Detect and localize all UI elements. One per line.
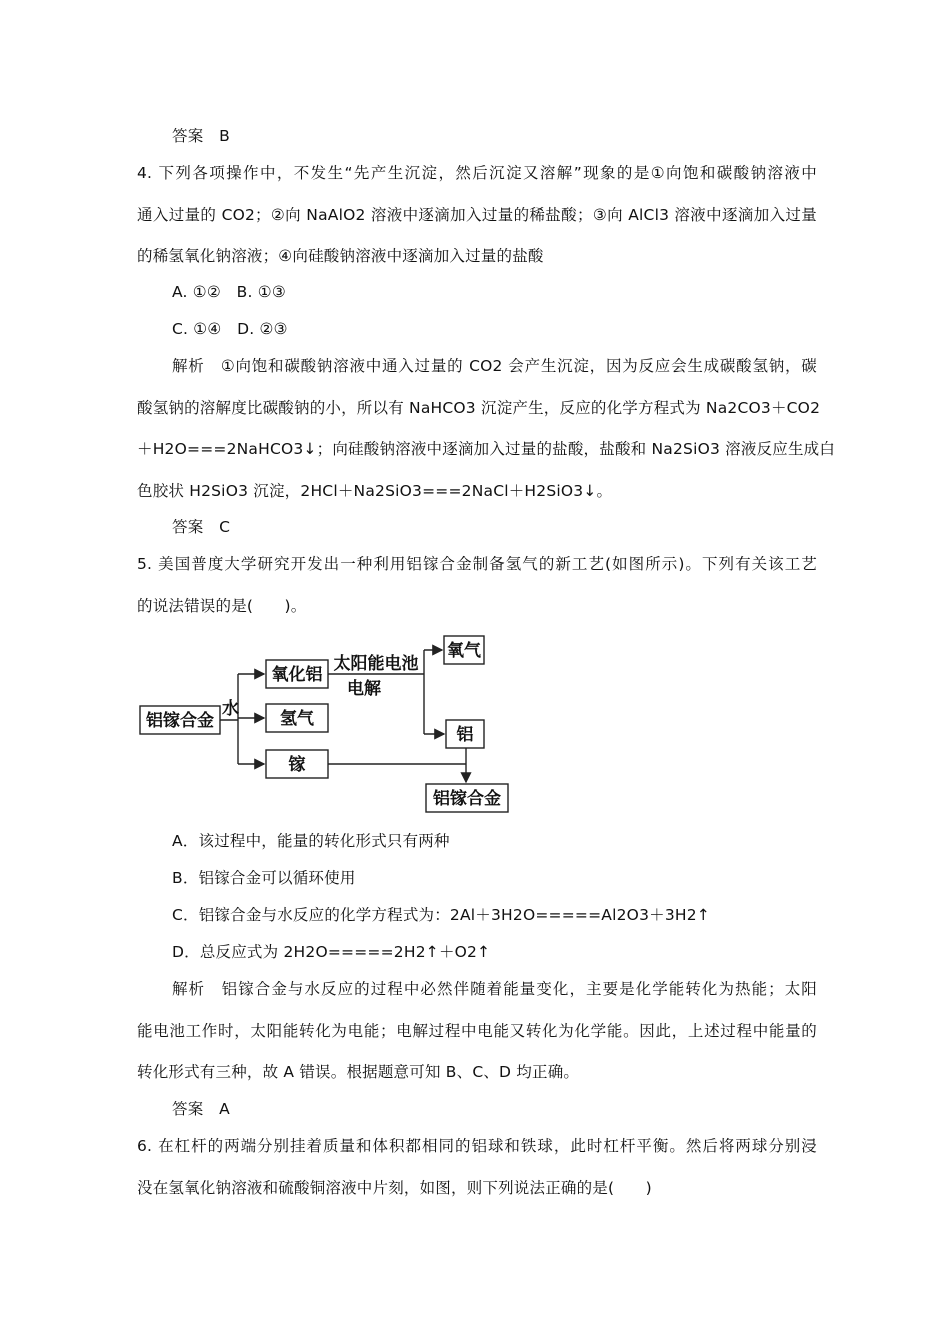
option-line: D．总反应式为 2H2O=====2H2↑＋O2↑ [172, 943, 491, 961]
label-water: 水 [222, 699, 239, 719]
label-alloy-input: 铝镓合金 [146, 711, 214, 731]
label-solar-cell: 太阳能电池 [333, 654, 419, 674]
question-text-line: 没在氢氧化钠溶液和硫酸铜溶液中片刻，如图，则下列说法正确的是( ) [137, 1179, 652, 1197]
label-alumina: 氧化铝 [271, 665, 323, 685]
option-line: C. ①④ D. ②③ [172, 320, 288, 338]
label-hydrogen: 氢气 [280, 709, 314, 729]
analysis-line: 色胶状 H2SiO3 沉淀，2HCl＋Na2SiO3===2NaCl＋H2SiO3↓。 [137, 482, 613, 500]
question-text-line: 的说法错误的是( )。 [137, 597, 307, 615]
analysis-line: 解析 铝镓合金与水反应的过程中必然伴随着能量变化，主要是化学能转化为热能；太阳 [172, 980, 817, 998]
answer-q4: 答案 C [172, 518, 231, 536]
label-alloy-output: 铝镓合金 [433, 789, 501, 809]
analysis-line: 转化形式有三种，故 A 错误。根据题意可知 B、C、D 均正确。 [137, 1063, 580, 1081]
label-oxygen: 氧气 [447, 641, 481, 661]
analysis-line: 能电池工作时，太阳能转化为电能；电解过程中电能又转化为化学能。因此，上述过程中能量的 [137, 1022, 817, 1040]
question-text-line: 通入过量的 CO2；②向 NaAlO2 溶液中逐滴加入过量的稀盐酸；③向 AlCl3 溶液中逐滴加入过量 [137, 206, 817, 224]
question-text-line: 5. 美国普度大学研究开发出一种利用铝镓合金制备氢气的新工艺(如图所示)。下列有关该工艺 [137, 555, 817, 573]
analysis-line: 解析 ①向饱和碳酸钠溶液中通入过量的 CO2 会产生沉淀，因为反应会生成碳酸氢钠，碳 [172, 357, 817, 375]
option-line: A. ①② B. ①③ [172, 283, 286, 301]
analysis-line: ＋H2O===2NaHCO3↓；向硅酸钠溶液中逐滴加入过量的盐酸，盐酸和 Na2SiO3 溶液反应生成白 [137, 440, 836, 458]
question-text-line: 的稀氢氧化钠溶液；④向硅酸钠溶液中逐滴加入过量的盐酸 [137, 247, 544, 265]
label-aluminum: 铝 [456, 725, 474, 745]
analysis-line: 酸氢钠的溶解度比碳酸钠的小，所以有 NaHCO3 沉淀产生，反应的化学方程式为 Na2CO3＋CO2 [137, 399, 821, 417]
answer-q5: 答案 A [172, 1100, 230, 1118]
option-line: A．该过程中，能量的转化形式只有两种 [172, 832, 450, 850]
process-flow-diagram [136, 632, 516, 814]
question-text-line: 6. 在杠杆的两端分别挂着质量和体积都相同的铝球和铁球，此时杠杆平衡。然后将两球分别浸 [137, 1137, 817, 1155]
question-text-line: 4. 下列各项操作中，不发生“先产生沉淀，然后沉淀又溶解”现象的是①向饱和碳酸钠溶液中 [137, 164, 817, 182]
label-electrolysis: 电解 [347, 679, 381, 699]
option-line: C．铝镓合金与水反应的化学方程式为：2Al＋3H2O=====Al2O3＋3H2↑ [172, 906, 711, 924]
answer-q3: 答案 B [172, 127, 230, 145]
label-gallium: 镓 [288, 755, 306, 775]
option-line: B．铝镓合金可以循环使用 [172, 869, 356, 887]
